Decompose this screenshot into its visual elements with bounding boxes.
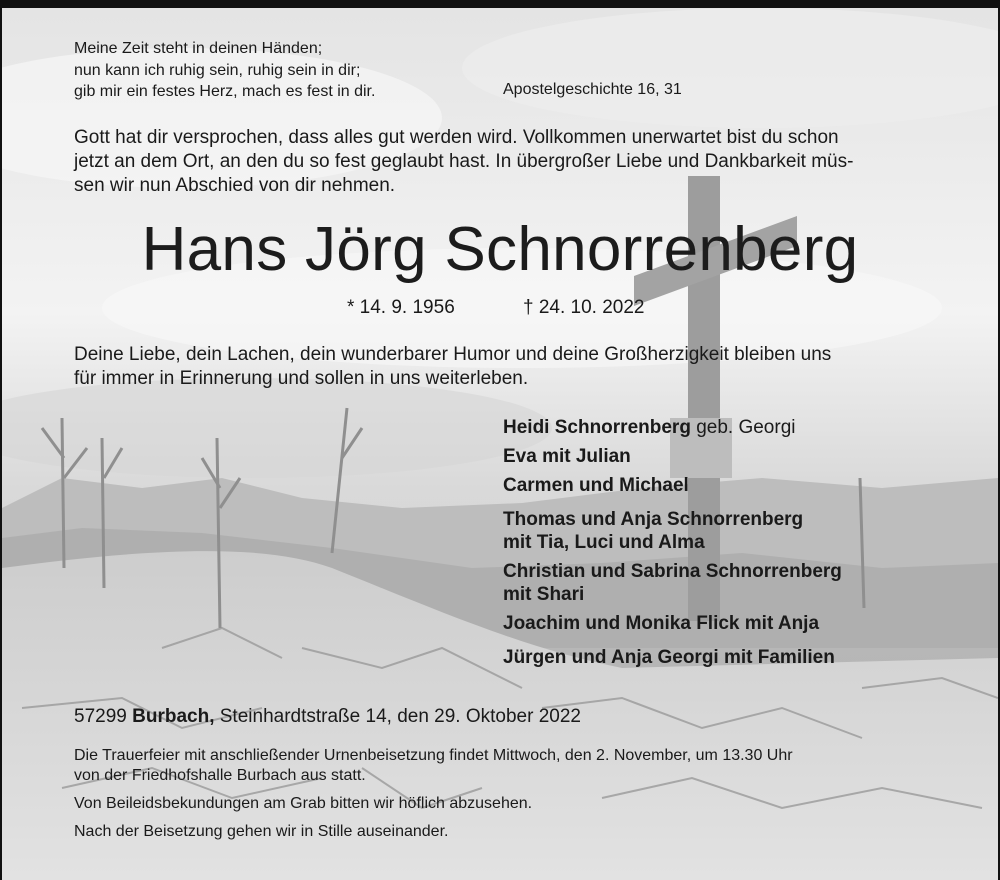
address-date: Steinhardtstraße 14, den 29. Oktober 2022 — [214, 706, 581, 727]
verse-line: Meine Zeit steht in deinen Händen; — [74, 40, 323, 57]
verse-line: nun kann ich ruhig sein, ruhig sein in dir; — [74, 61, 361, 79]
mourner-joachim: Joachim und Monika Flick mit Anja — [503, 613, 820, 634]
funeral-notice-line: von der Friedhofshalle Burbach aus statt. — [74, 767, 366, 784]
verse-line: gib mir ein festes Herz, mach es fest in dir. — [74, 83, 376, 100]
mourner-christian-children: mit Shari — [503, 584, 585, 605]
verse-reference: Apostelgeschichte 16, 31 — [503, 81, 682, 98]
intro-text — [74, 126, 934, 198]
verse — [74, 38, 375, 103]
condolence-notice: Von Beileidsbekundungen am Grab bitten wir höflich abzusehen. — [74, 795, 533, 812]
death-date: † 24. 10. 2022 — [523, 297, 645, 318]
birth-date: * 14. 9. 1956 — [347, 297, 455, 318]
silence-notice: Nach der Beisetzung gehen wir in Stille auseinander. — [74, 823, 449, 840]
memory-text — [74, 343, 831, 391]
mourner-heidi-suffix: geb. Georgi — [690, 417, 796, 438]
mourner-carmen: Carmen und Michael — [503, 475, 689, 496]
mourner-heidi-name: Heidi Schnorrenberg — [503, 417, 691, 438]
memory-line: Deine Liebe, dein Lachen, dein wunderbarer Humor und deine Großherzigkeit bleiben uns — [74, 344, 832, 365]
mourner-eva: Eva mit Julian — [503, 446, 631, 467]
intro-line: Gott hat dir versprochen, dass alles gut werden wird. Vollkommen unerwartet bist du schon — [74, 127, 839, 148]
intro-line: sen wir nun Abschied von dir nehmen. — [74, 175, 396, 196]
postcode: 57299 — [74, 706, 133, 727]
mourner-christian: Christian und Sabrina Schnorrenberg — [503, 561, 842, 582]
deceased-name: Hans Jörg Schnorrenberg — [141, 215, 859, 284]
place-and-date — [74, 706, 581, 728]
town: Burbach, — [132, 706, 215, 727]
funeral-notice-line: Die Trauerfeier mit anschließender Urnenbeisetzung findet Mittwoch, den 2. November, um 13.30 Uhr — [74, 747, 793, 764]
memory-line: für immer in Erinnerung und sollen in uns weiterleben. — [74, 368, 529, 389]
mourner-thomas: Thomas und Anja Schnorrenberg — [503, 509, 804, 530]
mourner-juergen: Jürgen und Anja Georgi mit Familien — [503, 647, 835, 668]
intro-line: jetzt an dem Ort, an den du so fest geglaubt hast. In übergroßer Liebe und Dankbarkeit müs- — [74, 151, 854, 172]
mourner-thomas-children: mit Tia, Luci und Alma — [503, 532, 705, 553]
mourner-heidi — [503, 417, 796, 439]
